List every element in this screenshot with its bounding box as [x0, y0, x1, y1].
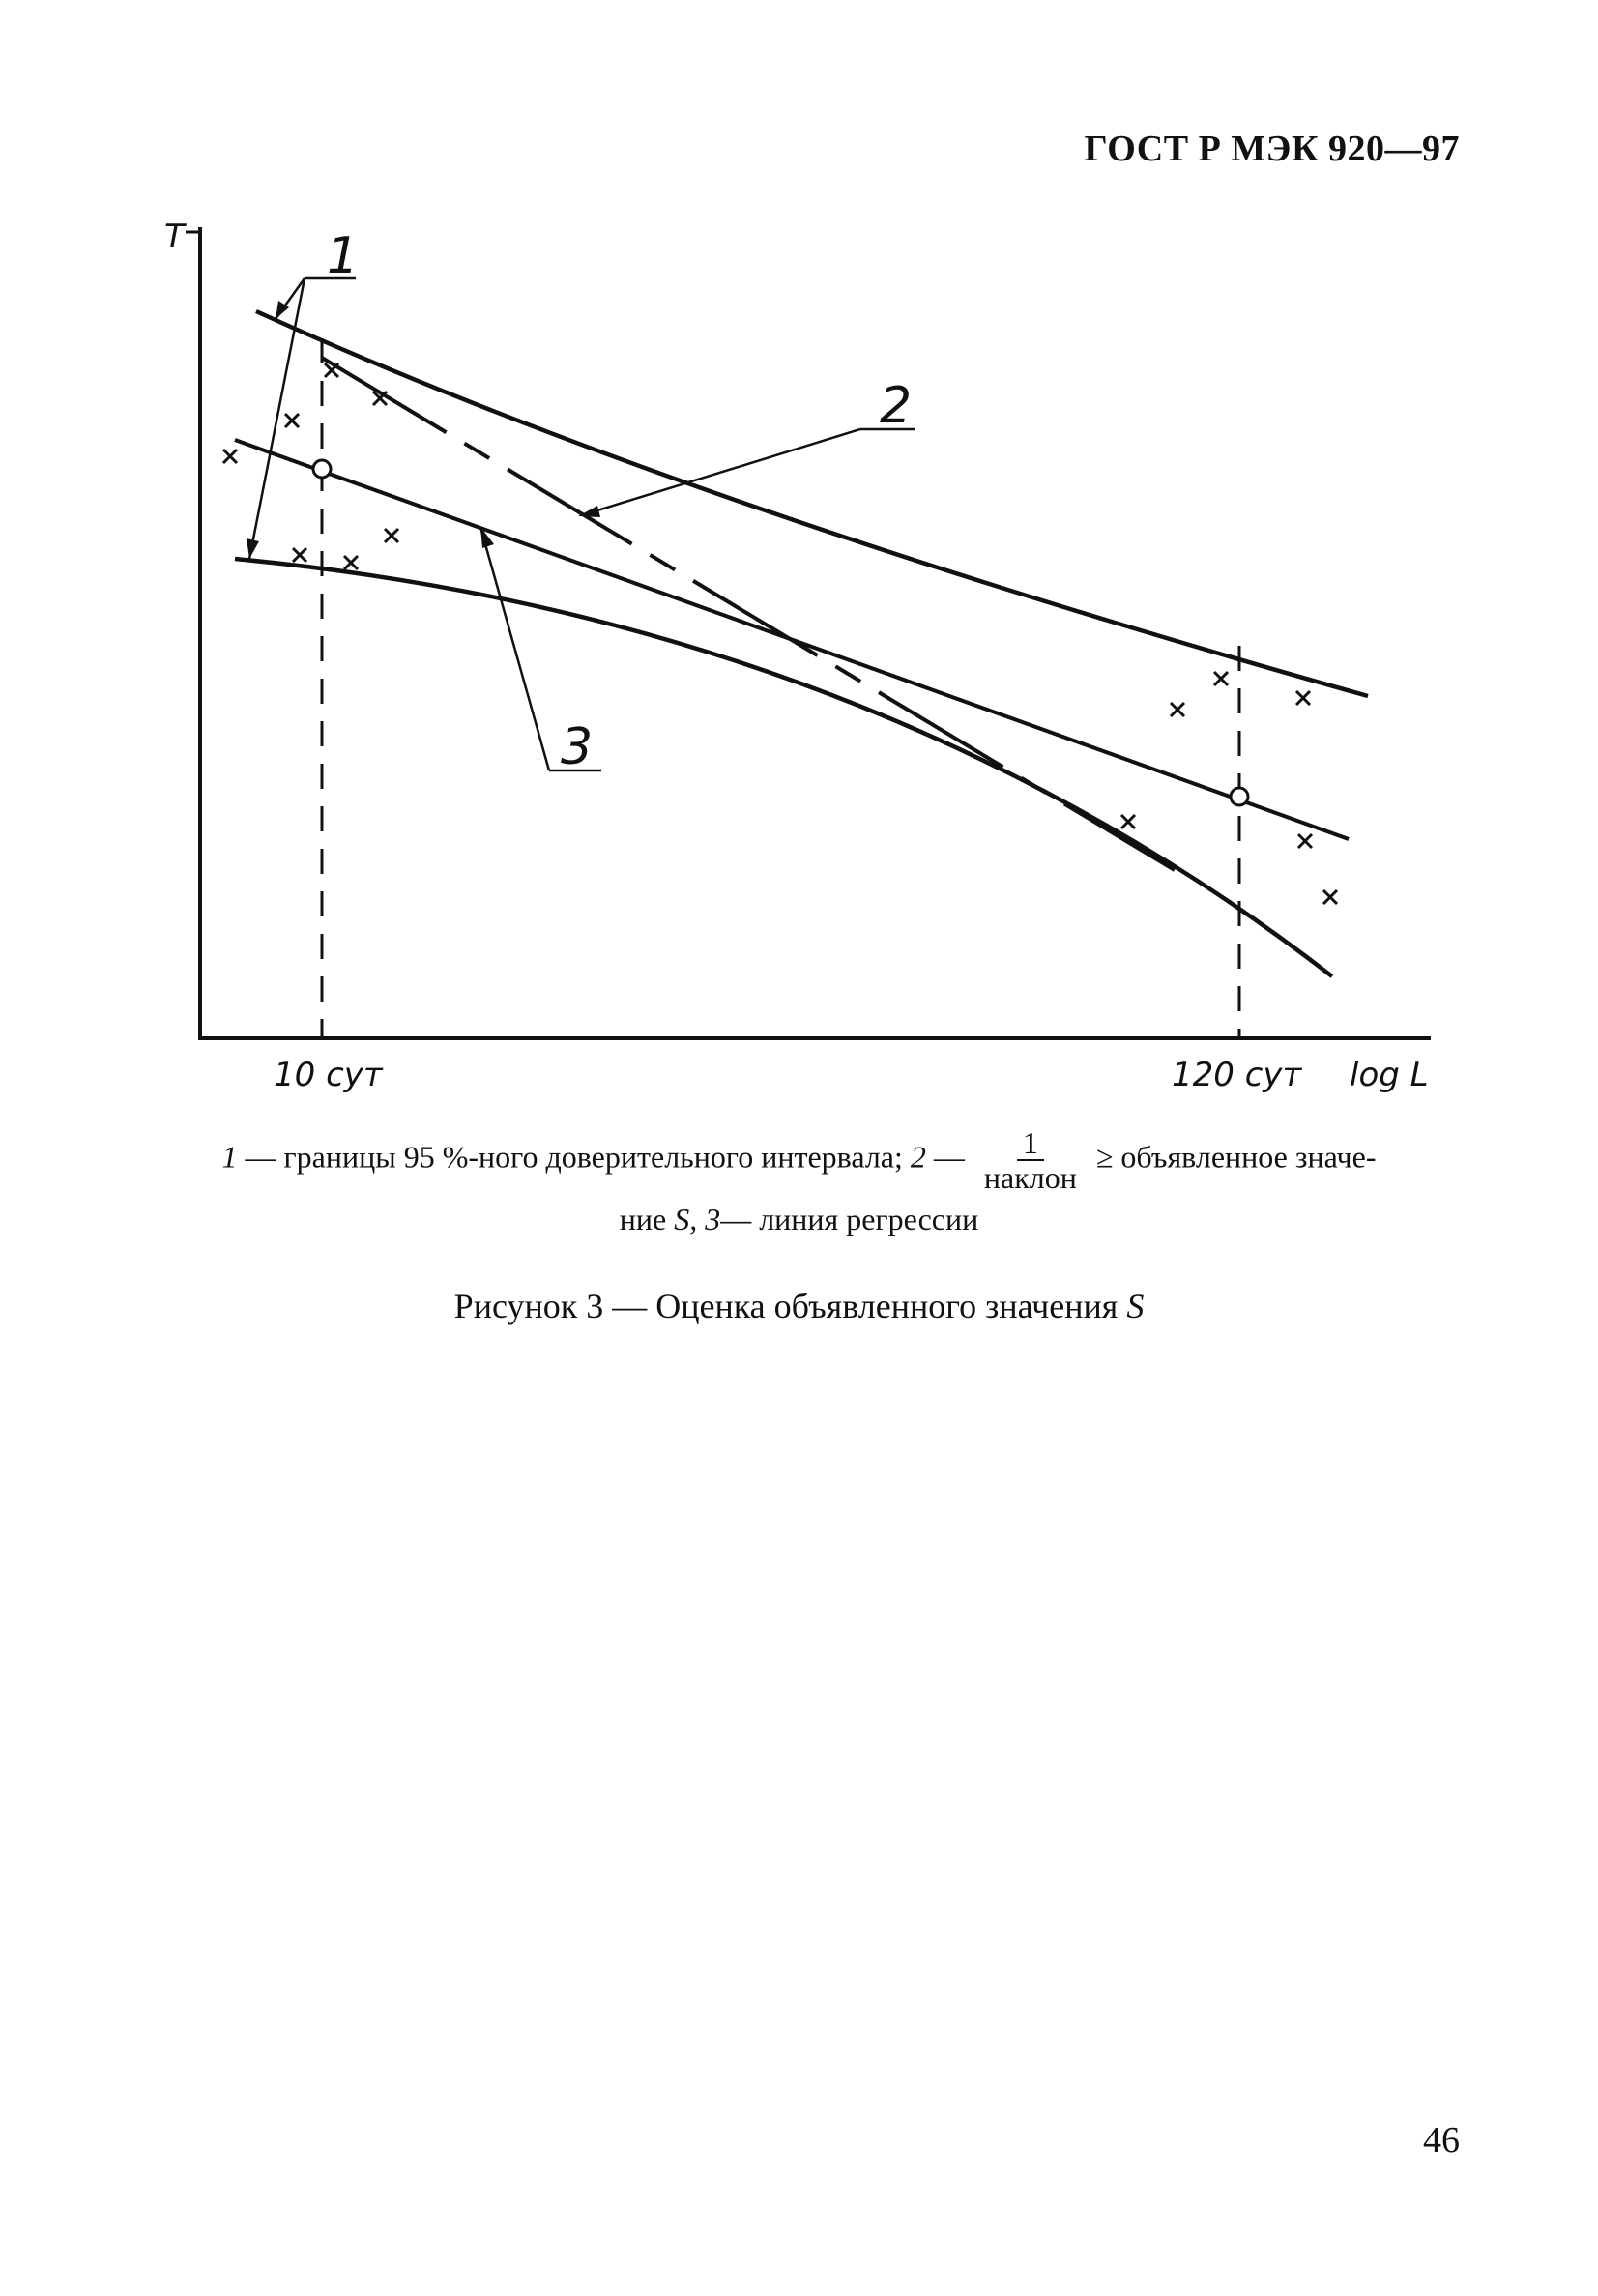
regression-figure [0, 0, 1598, 1112]
page-number: 46 [1423, 2120, 1460, 2161]
data-point-cross [1323, 890, 1337, 904]
data-point-cross [385, 529, 398, 542]
legend-line-1 [0, 1126, 1598, 1194]
data-point-cross [1298, 834, 1312, 848]
label-3-leader [480, 527, 549, 770]
figure-legend [0, 1126, 1598, 1244]
label-2-leader [585, 429, 860, 514]
legend-text-3: — линия регрессии [720, 1202, 979, 1236]
legend-line-2 [0, 1194, 1598, 1244]
fraction-numerator: 1 [1017, 1126, 1044, 1161]
regression-point-120 [1231, 788, 1248, 805]
data-point-cross [1214, 672, 1228, 685]
lower-confidence-bound [235, 559, 1332, 976]
curve-label-3: 3 [561, 718, 594, 776]
data-point-cross [1296, 691, 1310, 705]
x-tick-10: 10 сут [274, 1056, 383, 1094]
caption-text: Рисунок 3 — Оценка объявленного значения [453, 1287, 1119, 1325]
data-point-cross [293, 548, 306, 562]
figure-caption [0, 1286, 1598, 1326]
x-axis-label: log L [1350, 1056, 1429, 1094]
legend-text-1: — границы 95 %-ного доверительного интервала; [245, 1139, 903, 1175]
data-point-cross [1171, 703, 1184, 716]
legend-num-1: 1 [221, 1139, 238, 1175]
legend-text-2-cont: ние [619, 1202, 667, 1236]
legend-text-2: ≥ объявленное значе- [1095, 1139, 1377, 1175]
data-point-cross [285, 414, 299, 427]
data-point-cross [344, 556, 358, 569]
x-tick-120: 120 сут [1172, 1056, 1302, 1094]
legend-dash-2: — [933, 1139, 965, 1175]
curve-label-1: 1 [327, 227, 360, 285]
regression-point-10 [313, 460, 331, 478]
label-1-arrowhead-lower [247, 538, 259, 559]
data-point-cross [223, 450, 237, 463]
upper-confidence-bound [256, 311, 1368, 696]
fraction-denominator: наклон [983, 1160, 1077, 1195]
standard-header: ГОСТ Р МЭК 920—97 [1084, 129, 1460, 169]
legend-num-3: 3 [705, 1202, 721, 1236]
curve-label-2: 2 [880, 377, 913, 435]
y-axis-label: T [164, 218, 185, 256]
data-point-cross [1121, 815, 1135, 828]
legend-symbol-s: S, [674, 1202, 698, 1236]
caption-symbol: S [1126, 1287, 1145, 1325]
slope-fraction [984, 1126, 1077, 1194]
legend-num-2: 2 [910, 1139, 926, 1175]
